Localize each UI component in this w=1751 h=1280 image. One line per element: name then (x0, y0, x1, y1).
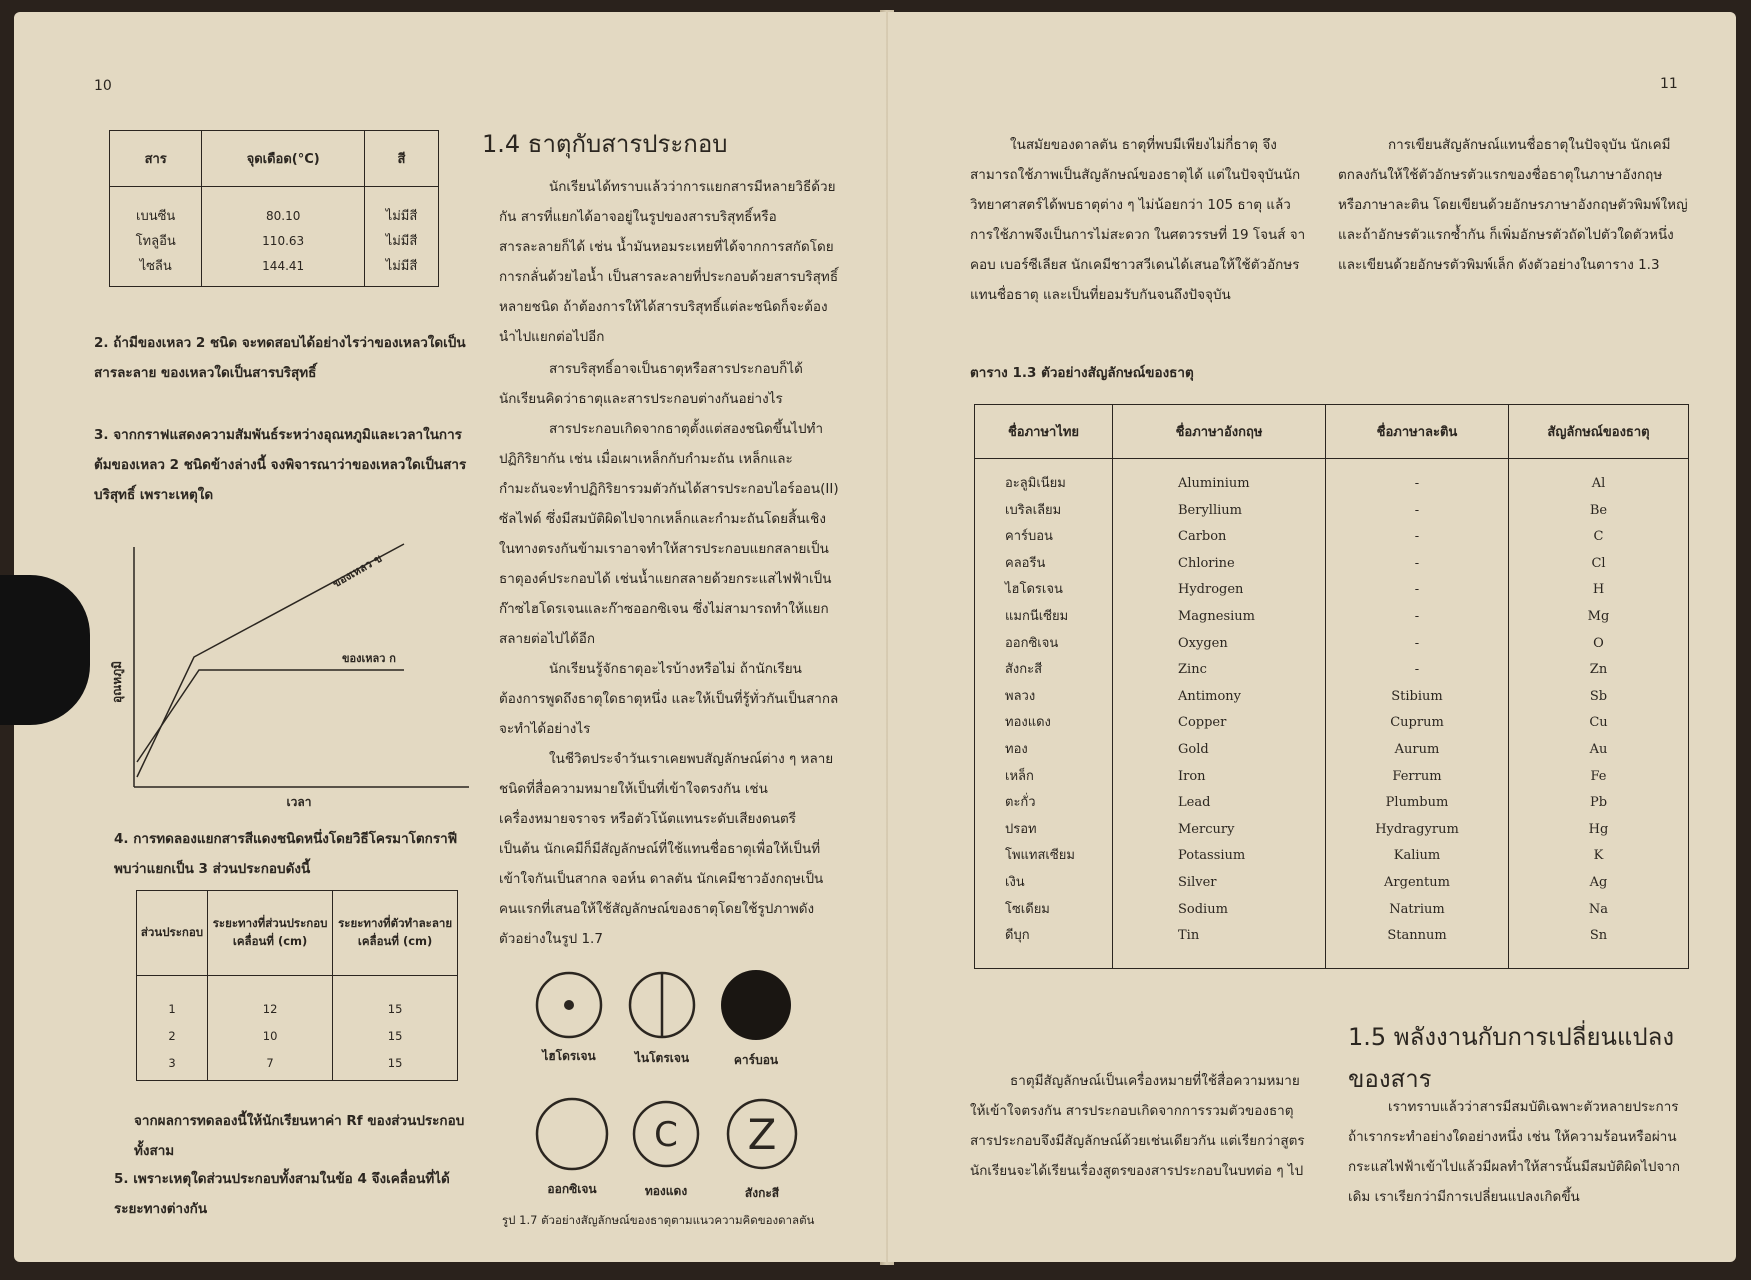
paragraph: นักเรียนได้ทราบแล้วว่าการแยกสารมีหลายวิธีด้วยกัน สารที่แยกได้อาจอยู่ในรูปของสารบริสุทธิ์หรือสารละลายก็ได้ เช่น น้ำมันหอมระเหยที่ได้จากการสกัดโดยการกลั่นด้วยไอน้ำ เป็นสารละลายที่ประกอบด้วยสารบริสุทธิ์หลายชนิด ถ้าต้องการให้ได้สารบริสุทธิ์แต่ละชนิดก็จะต้องนำไปแยกต่อไปอีก (499, 179, 839, 345)
paragraph: ในสมัยของดาลตัน ธาตุที่พบมีเพียงไม่กี่ธาตุ จึงสามารถใช้ภาพเป็นสัญลักษณ์ของธาตุได้ แต่ในปัจจุบันนักวิทยาศาสตร์ได้พบธาตุต่าง ๆ ไม่น้อยกว่า 105 ธาตุ แล้ว การใช้ภาพจึงเป็นการไม่สะดวก ในศตวรรษที่ 19 โจนส์ จาคอบ เบอร์ซีเลียส นักเคมีชาวสวีเดนได้เสนอให้ใช้ตัวอักษรแทนชื่อธาตุ และเป็นที่ยอมรับกันจนถึงปัจจุบัน (970, 137, 1306, 303)
table-cell: Mercury (1178, 821, 1235, 837)
table-cell: ไม่มีสี (385, 233, 418, 249)
table-cell: Plumbum (1385, 795, 1449, 811)
table-cell: H (1592, 582, 1605, 598)
table-cell: Cuprum (1390, 715, 1444, 731)
question-5: 5. เพราะเหตุใดส่วนประกอบทั้งสามในข้อ 4 จึงเคลื่อนที่ได้ระยะทางต่างกัน (114, 1171, 450, 1217)
circle-z-icon (728, 1100, 796, 1168)
table-cell: Ag (1589, 874, 1608, 890)
svg-text:C: C (654, 1115, 678, 1155)
page-number: 10 (94, 78, 112, 94)
paragraph: สารประกอบเกิดจากธาตุตั้งแต่สองชนิดขึ้นไปทำปฏิกิริยากัน เช่น เมื่อเผาเหล็กกับกำมะถัน เหล็กและกำมะถันจะทำปฏิกิริยารวมตัวกันได้สารประกอบไอร์ออน(II) ซัลไฟด์ ซึ่งมีสมบัติผิดไปจากเหล็กและกำมะถันโดยสิ้นเชิง ในทางตรงกันข้ามเราอาจทำให้สารประกอบแยกสลายเป็นธาตุองค์ประกอบได้ เช่นน้ำแยกสลายด้วยกระแสไฟฟ้าเป็นก๊าซไฮโดรเจนและก๊าซออกซิเจน ซึ่งไม่สามารถทำให้แยกสลายต่อไปได้อีก (499, 421, 839, 647)
section-title: 1.4 ธาตุกับสารประกอบ (482, 130, 728, 158)
symbol-label: ทองแดง (644, 1184, 688, 1198)
table-cell: O (1593, 635, 1604, 651)
table-cell: ทอง (1005, 741, 1028, 757)
table-cell: ตะกั่ว (1005, 795, 1036, 811)
section-title: 1.5 พลังงานกับการเปลี่ยนแปลงของสาร (1348, 1023, 1675, 1093)
line-b-label: ของเหลว ข (330, 551, 385, 591)
table-cell: Na (1588, 901, 1609, 917)
figure-caption: รูป 1.7 ตัวอย่างสัญลักษณ์ของธาตุตามแนวความคิดของดาลตัน (502, 1213, 815, 1227)
table-cell: - (1414, 662, 1420, 678)
table-cell: Tin (1178, 928, 1200, 944)
table-cell: Magnesium (1178, 608, 1255, 624)
circle-vline-icon (630, 973, 694, 1037)
table-cell: Gold (1178, 741, 1209, 757)
chromatography-table (136, 890, 458, 1081)
symbol-label: ไนโตรเจน (634, 1051, 690, 1065)
table-cell: 7 (266, 1056, 274, 1070)
table-cell: คลอรีน (1005, 555, 1046, 571)
question-4: 4. การทดลองแยกสารสีแดงชนิดหนึ่งโดยวิธีโครมาโตกราฟี พบว่าแยกเป็น 3 ส่วนประกอบดังนี้ (114, 831, 458, 877)
empty-circle-icon (537, 1099, 607, 1169)
paragraph: ธาตุมีสัญลักษณ์เป็นเครื่องหมายที่ใช้สื่อความหมายให้เข้าใจตรงกัน สารประกอบเกิดจากการรวมตัวของธาตุ สารประกอบจึงมีสัญลักษณ์ด้วยเช่นเดียวกัน แต่เรียกว่าสูตร นักเรียนจะได้เรียนเรื่องสูตรของสารประกอบในบทต่อ ๆ ไป (970, 1073, 1305, 1179)
circle-dot-icon (537, 973, 601, 1037)
paragraph: การเขียนสัญลักษณ์แทนชื่อธาตุในปัจจุบัน นักเคมีตกลงกันให้ใช้ตัวอักษรตัวแรกของชื่อธาตุในภาษาอังกฤษ หรือภาษาละติน โดยเขียนด้วยอักษรภาษาอังกฤษตัวพิมพ์ใหญ่ และถ้าอักษรตัวแรกซ้ำกัน ก็เพิ่มอักษรตัวถัดไปตัวใดตัวหนึ่งและเขียนด้วยอักษรตัวพิมพ์เล็ก ดังตัวอย่างในตาราง 1.3 (1338, 137, 1688, 273)
table-cell: 80.10 (265, 208, 301, 223)
circle-c-icon (634, 1102, 698, 1166)
table-cell: แมกนีเซียม (1005, 608, 1069, 624)
table-cell: Argentum (1384, 874, 1450, 890)
symbol-label: ไฮโดรเจน (542, 1049, 596, 1063)
table-cell: 15 (387, 1056, 403, 1070)
table-cell: ไฮโดรเจน (1005, 582, 1063, 598)
table-cell: Carbon (1178, 529, 1227, 545)
table-cell: - (1414, 476, 1420, 491)
symbol-label: สังกะสี (744, 1186, 780, 1200)
table-cell: เบริลเลียม (1005, 502, 1062, 518)
table-cell: โพแทสเซียม (1005, 848, 1075, 864)
solvent-table (109, 130, 439, 287)
symbol-label: คาร์บอน (733, 1053, 779, 1067)
table-row (110, 187, 439, 287)
table-cell: อะลูมิเนียม (1005, 476, 1066, 491)
table-cell: Stibium (1391, 688, 1443, 704)
table-cell: ดีบุก (1005, 928, 1030, 944)
element-table (974, 404, 1689, 969)
table-cell: - (1414, 529, 1420, 545)
table-caption: ตาราง 1.3 ตัวอย่างสัญลักษณ์ของธาตุ (970, 365, 1194, 381)
table-cell: Be (1589, 502, 1608, 518)
table-header: สัญลักษณ์ของธาตุ (1509, 405, 1689, 459)
table-cell: Oxygen (1178, 635, 1228, 651)
paragraph: ในชีวิตประจำวันเราเคยพบสัญลักษณ์ต่าง ๆ หลายชนิดที่สื่อความหมายให้เป็นที่เข้าใจตรงกัน เช่น เครื่องหมายจราจร หรือตัวโน้ตแทนระดับเสียงดนตรี เป็นต้น นักเคมีก็มีสัญลักษณ์ที่ใช้แทนชื่อธาตุเพื่อให้เป็นที่เข้าใจกันเป็นสากล จอห์น ดาลตัน นักเคมีชาวอังกฤษเป็นคนแรกที่เสนอให้ใช้สัญลักษณ์ของธาตุโดยใช้รูปภาพดังตัวอย่างในรูป 1.7 (499, 751, 834, 947)
boiling-graph (99, 532, 479, 812)
table-header: ส่วนประกอบ (137, 891, 208, 976)
table-cell: 1 (168, 1002, 176, 1016)
table-body (975, 459, 1689, 969)
table-cell: Potassium (1178, 848, 1246, 864)
table-cell: 3 (168, 1056, 176, 1070)
table-cell: - (1414, 608, 1420, 624)
table-cell: - (1414, 502, 1420, 518)
filled-circle-icon (721, 970, 791, 1040)
table-cell: Hydragyrum (1375, 821, 1459, 837)
table-cell: Aluminium (1178, 476, 1250, 491)
table-cell: Sb (1589, 688, 1608, 704)
table-cell: Zn (1589, 662, 1608, 678)
table-cell: Al (1591, 476, 1606, 491)
table-cell: 2 (168, 1029, 176, 1043)
table-cell: คาร์บอน (1005, 529, 1053, 545)
table-cell: Sodium (1178, 901, 1228, 917)
table-cell: เหล็ก (1005, 768, 1034, 784)
table-cell: Chlorine (1178, 555, 1235, 571)
question-3: 3. จากกราฟแสดงความสัมพันธ์ระหว่างอุณหภูมิและเวลาในการต้มของเหลว 2 ชนิดข้างล่างนี้ จงพิจารณาว่าของเหลวใดเป็นสารบริสุทธิ์ เพราะเหตุใด (94, 427, 467, 503)
table-cell: ปรอท (1005, 821, 1037, 837)
table-cell: Au (1589, 741, 1608, 757)
table-cell: ไม่มีสี (385, 208, 418, 224)
table-cell: 12 (262, 1002, 278, 1016)
table-header: จุดเดือด(°C) (202, 131, 365, 187)
table-cell: พลวง (1005, 688, 1036, 704)
table-cell: C (1593, 529, 1604, 545)
question-2: 2. ถ้ามีของเหลว 2 ชนิด จะทดสอบได้อย่างไรว่าของเหลวใดเป็นสารละลาย ของเหลวใดเป็นสารบริสุทธิ์ (94, 335, 466, 381)
table-header: สี (365, 131, 439, 187)
line-a-label: ของเหลว ก (342, 652, 396, 665)
table-cell: Ferrum (1392, 768, 1442, 784)
table-cell: Lead (1178, 795, 1211, 811)
table-header: ชื่อภาษาอังกฤษ (1113, 405, 1326, 459)
table-cell: Hydrogen (1178, 582, 1244, 598)
table-cell: Silver (1178, 874, 1217, 890)
paragraph: สารบริสุทธิ์อาจเป็นธาตุหรือสารประกอบก็ได้ นักเรียนคิดว่าธาตุและสารประกอบต่างกันอย่างไร (499, 361, 803, 407)
table-cell: - (1414, 635, 1420, 651)
table-cell: Sn (1589, 928, 1608, 944)
table-cell: Beryllium (1178, 502, 1242, 518)
table-header: สาร (110, 131, 202, 187)
table-cell: Hg (1588, 821, 1609, 837)
table-cell: 144.41 (262, 258, 305, 273)
table-header: ระยะทางที่ตัวทำละลายเคลื่อนที่ (cm) (333, 891, 458, 976)
table-cell: Antimony (1178, 688, 1242, 704)
table-cell: ทองแดง (1005, 715, 1051, 731)
table-cell: Iron (1178, 768, 1206, 784)
table-row (137, 976, 458, 1081)
table-cell: Zinc (1178, 662, 1207, 678)
table-cell: ออกซิเจน (1005, 635, 1059, 651)
table-cell: Fe (1590, 768, 1607, 784)
table-cell: เงิน (1005, 874, 1025, 890)
table-cell: 10 (262, 1029, 278, 1043)
table-cell: K (1593, 848, 1604, 864)
line-a (137, 670, 404, 762)
symbols-row-2 (534, 1094, 814, 1174)
table-cell: Aurum (1394, 741, 1440, 757)
table-header: ชื่อภาษาไทย (975, 405, 1113, 459)
table-cell: Cl (1591, 555, 1606, 571)
table-cell: ไซลีน (139, 258, 172, 274)
y-axis-label: อุณหภูมิ (110, 660, 124, 704)
table-cell: ไม่มีสี (385, 258, 418, 274)
table-cell: - (1414, 582, 1420, 598)
table-cell: Copper (1178, 715, 1227, 731)
table-cell: โทลูอีน (135, 233, 176, 249)
symbol-label: ออกซิเจน (547, 1182, 597, 1196)
table-cell: - (1414, 555, 1420, 571)
table-cell: Stannum (1387, 928, 1447, 944)
question-4-followup: จากผลการทดลองนี้ให้นักเรียนหาค่า Rf ของส่วนประกอบทั้งสาม (134, 1113, 465, 1159)
x-axis-label: เวลา (286, 795, 312, 809)
symbols-row-1 (534, 967, 814, 1047)
paragraph: นักเรียนรู้จักธาตุอะไรบ้างหรือไม่ ถ้านักเรียนต้องการพูดถึงธาตุใดธาตุหนึ่ง และให้เป็นที่รู้ทั่วกันเป็นสากลจะทำได้อย่างไร (499, 661, 839, 737)
table-cell: Pb (1589, 795, 1608, 811)
table-cell: Natrium (1389, 901, 1445, 917)
svg-text:Z: Z (747, 1110, 777, 1159)
table-header: ชื่อภาษาละติน (1326, 405, 1509, 459)
table-cell: เบนซีน (136, 208, 176, 224)
paragraph: เราทราบแล้วว่าสารมีสมบัติเฉพาะตัวหลายประการ ถ้าเรากระทำอย่างใดอย่างหนึ่ง เช่น ให้ความร้อนหรือผ่านกระแสไฟฟ้าเข้าไปแล้วมีผลทำให้สารนั้นมีสมบัติผิดไปจากเดิม เราเรียกว่ามีการเปลี่ยนแปลงเกิดขึ้น (1348, 1099, 1681, 1205)
table-cell: โซเดียม (1005, 901, 1050, 917)
left-page (14, 12, 886, 1262)
table-cell: 110.63 (262, 233, 305, 248)
table-cell: สังกะสี (1005, 662, 1043, 678)
table-cell: Kalium (1393, 848, 1441, 864)
table-cell: 15 (387, 1029, 403, 1043)
table-header: ระยะทางที่ส่วนประกอบเคลื่อนที่ (cm) (208, 891, 333, 976)
thumb-shadow (0, 575, 90, 725)
right-page (888, 12, 1736, 1262)
table-cell: Cu (1589, 715, 1608, 731)
table-cell: 15 (387, 1002, 403, 1016)
page-number: 11 (1660, 76, 1678, 92)
table-cell: Mg (1587, 608, 1610, 624)
